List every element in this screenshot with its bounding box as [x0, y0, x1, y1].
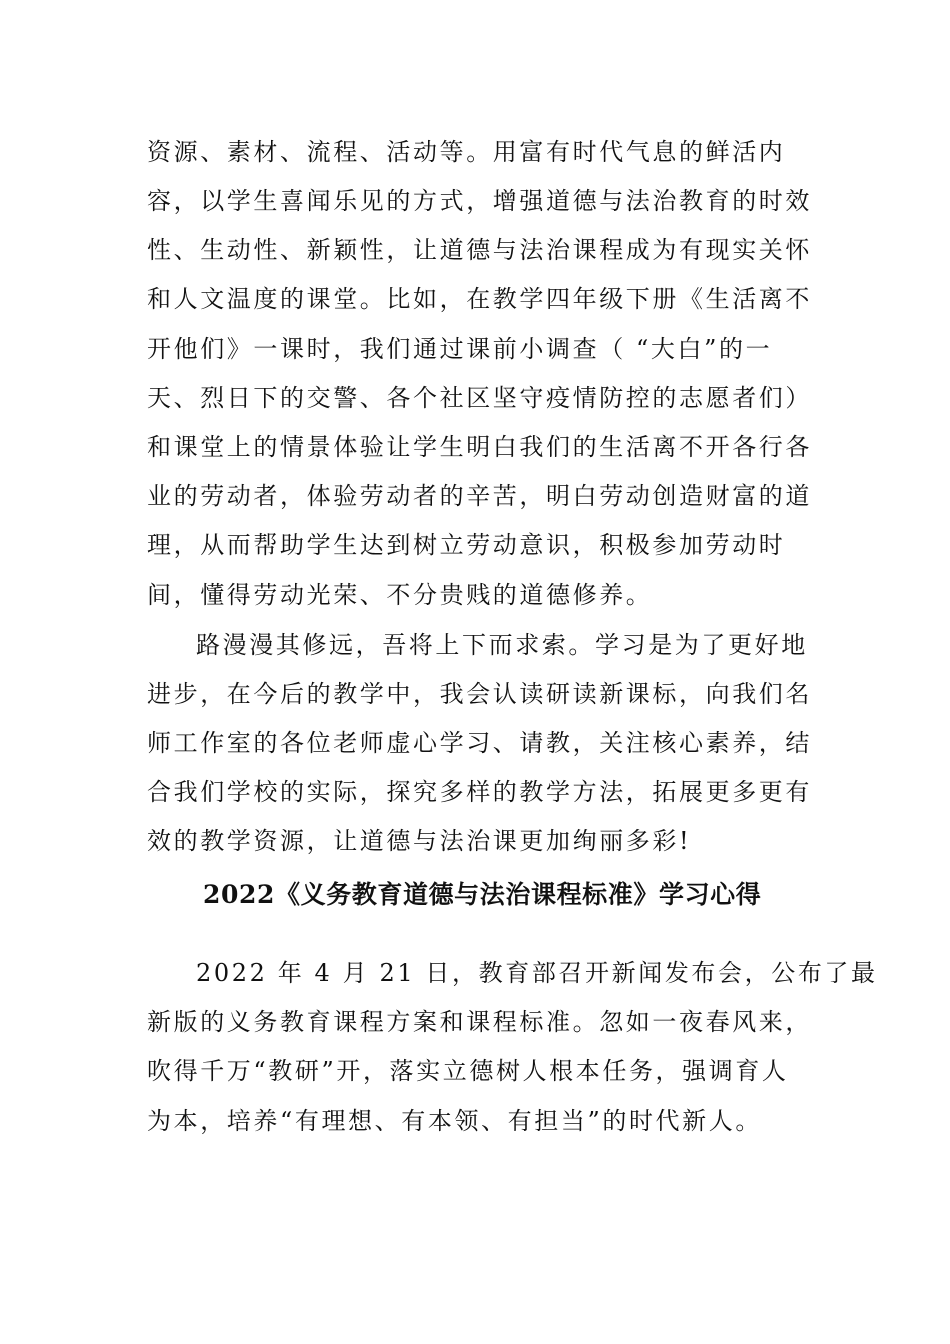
body-text-line: 为本，培养“有理想、有本领、有担当”的时代新人。	[147, 1107, 762, 1135]
body-text-line: 2022 年 4 月 21 日，教育部召开新闻发布会，公布了最	[196, 959, 878, 987]
body-text-line: 效的教学资源，让道德与法治课更加绚丽多彩!	[147, 827, 692, 855]
section-title: 2022《义务教育道德与法治课程标准》学习心得	[203, 880, 762, 909]
body-text-line: 新版的义务教育课程方案和课程标准。忽如一夜春风来，	[147, 1008, 812, 1036]
body-text-line: 业的劳动者，体验劳动者的辛苦，明白劳动创造财富的道	[147, 482, 812, 510]
body-text-line: 间，懂得劳动光荣、不分贵贱的道德修养。	[147, 581, 653, 609]
body-text-line: 进步，在今后的教学中，我会认读研读新课标，向我们名	[147, 680, 812, 708]
body-text-line: 吹得千万“教研”开，落实立德树人根本任务，强调育人	[147, 1057, 789, 1085]
body-text-line: 合我们学校的实际，探究多样的教学方法，拓展更多更有	[147, 778, 812, 806]
body-text-line: 和课堂上的情景体验让学生明白我们的生活离不开各行各	[147, 433, 812, 461]
body-text-line: 路漫漫其修远，吾将上下而求索。学习是为了更好地	[196, 631, 808, 659]
body-text-line: 理，从而帮助学生达到树立劳动意识，积极参加劳动时	[147, 531, 786, 559]
body-text-line: 师工作室的各位老师虚心学习、请教，关注核心素养，结	[147, 729, 812, 757]
body-text-line: 和人文温度的课堂。比如，在教学四年级下册《生活离不	[147, 285, 812, 313]
body-text-line: 天、烈日下的交警、各个社区坚守疫情防控的志愿者们）	[147, 384, 812, 412]
body-text-line: 容，以学生喜闻乐见的方式，增强道德与法治教育的时效	[147, 187, 812, 215]
body-text-line: 开他们》一课时，我们通过课前小调查（ “大白”的一	[147, 335, 773, 363]
body-text-line: 性、生动性、新颖性，让道德与法治课程成为有现实关怀	[147, 236, 812, 264]
body-text-line: 资源、素材、流程、活动等。用富有时代气息的鲜活内	[147, 138, 786, 166]
